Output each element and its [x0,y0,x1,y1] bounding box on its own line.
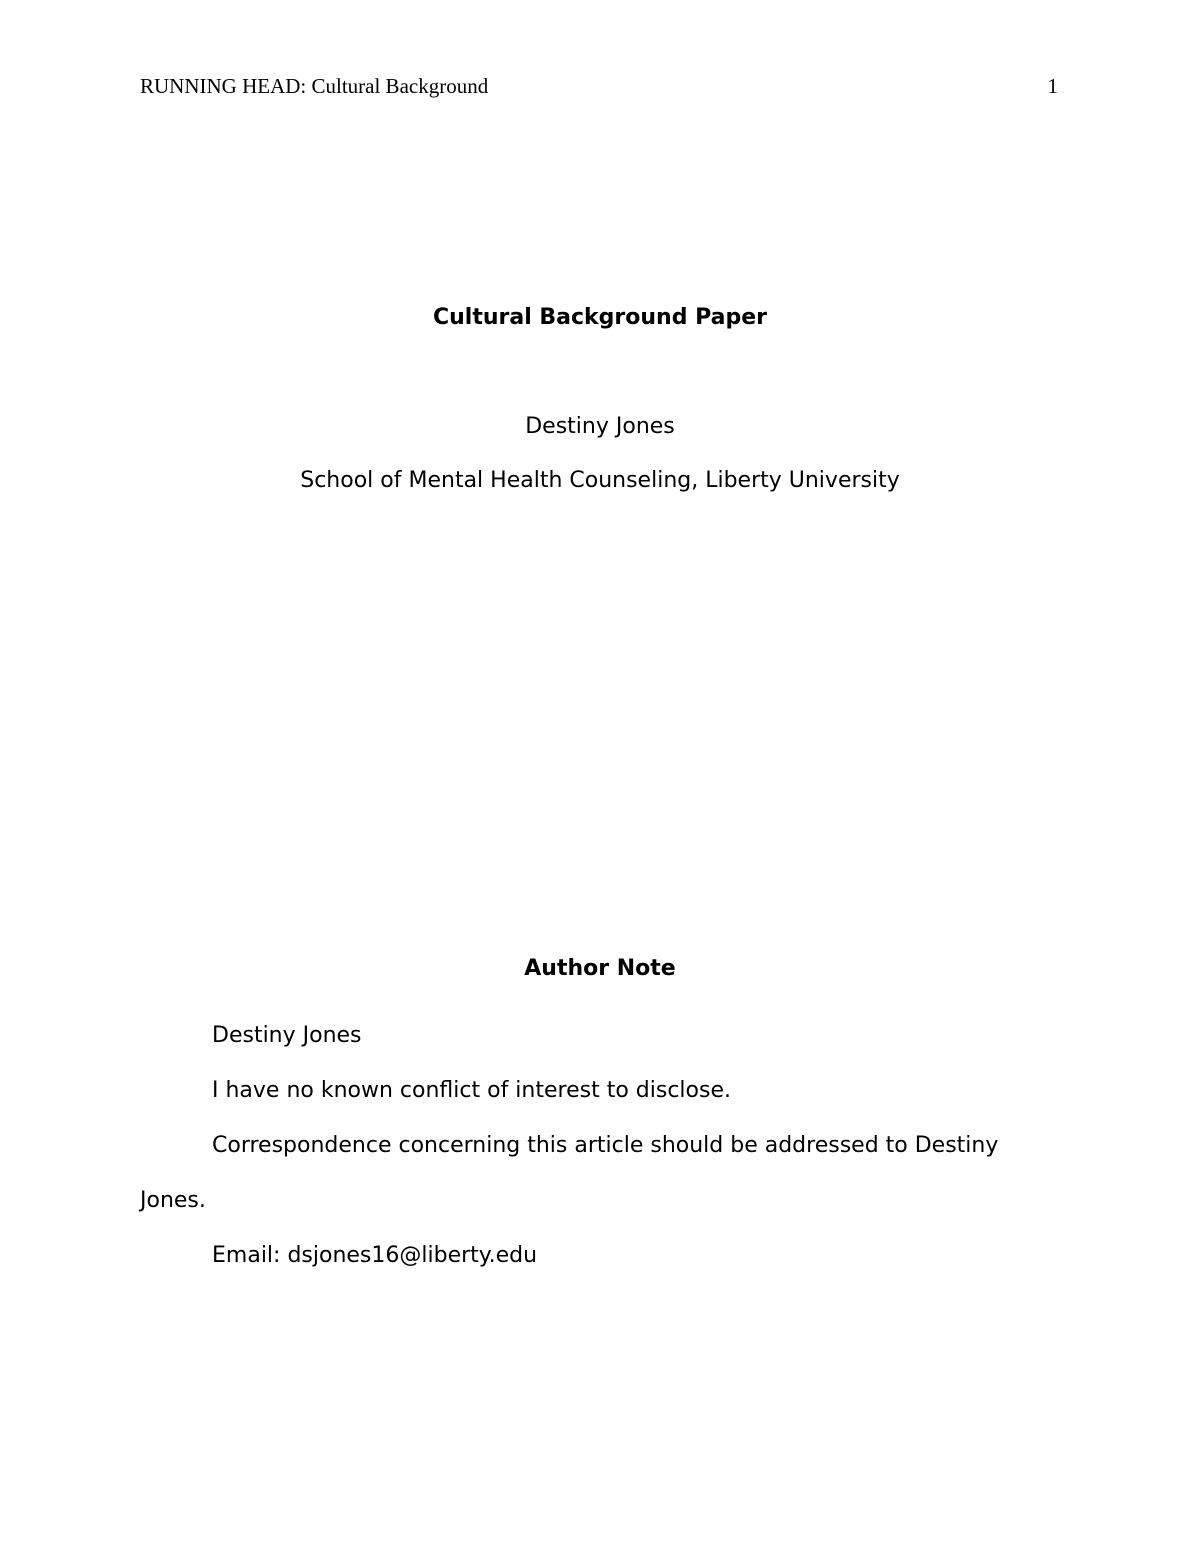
contact-email: Email: dsjones16@liberty.edu [212,1243,538,1268]
page-number: 1 [1047,74,1058,98]
paper-title: Cultural Background Paper [432,305,768,330]
author-affiliation: School of Mental Health Counseling, Liberty University [300,468,900,493]
conflict-of-interest-statement: I have no known conflict of interest to disclose. [212,1078,731,1103]
author-name: Destiny Jones [525,414,675,439]
author-note-body [140,1008,1060,1283]
author-note-heading: Author Note [524,956,676,981]
running-head: RUNNING HEAD: Cultural Background [140,74,489,98]
author-note-name: Destiny Jones [212,1023,362,1048]
correspondence-statement: Correspondence concerning this article should be addressed to Destiny Jones. [140,1133,999,1213]
